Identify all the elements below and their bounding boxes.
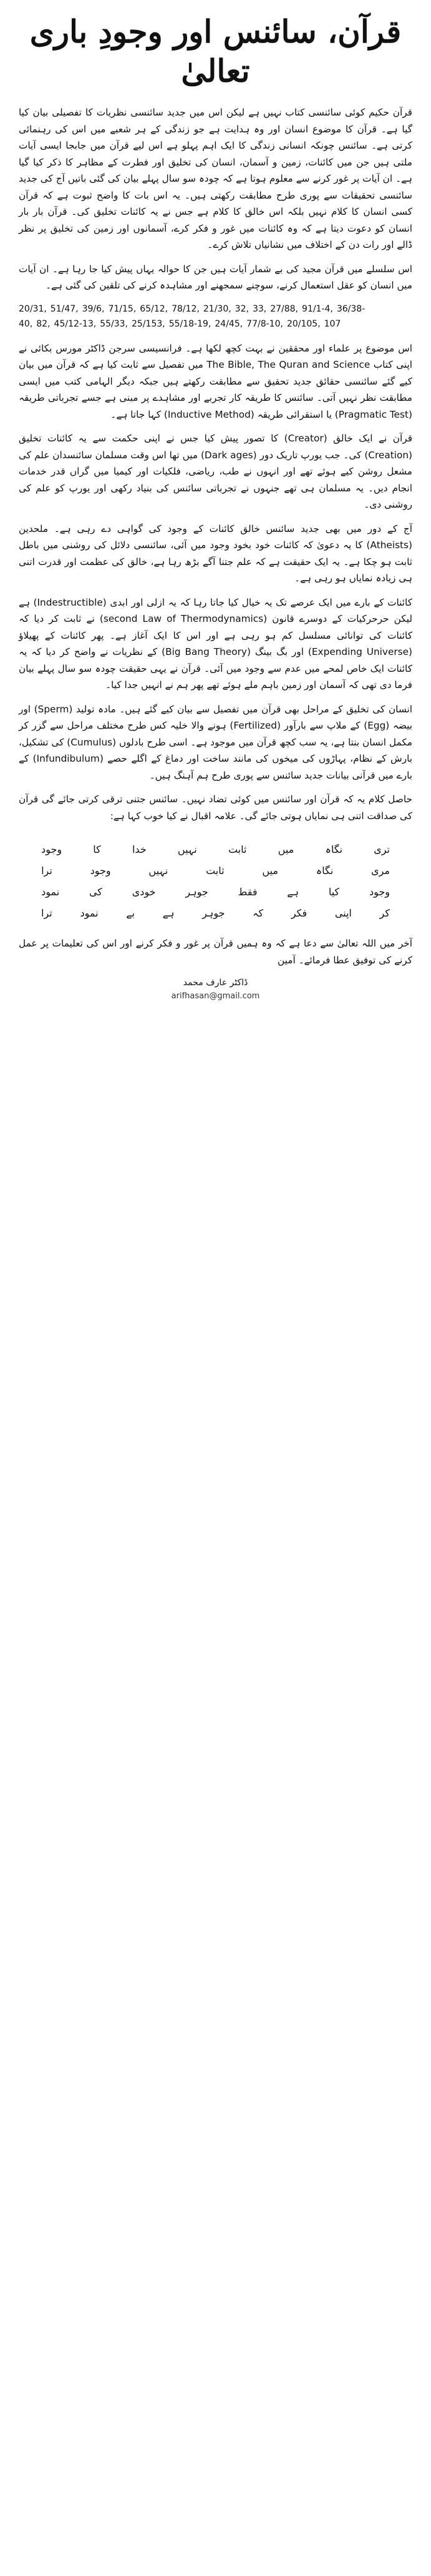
poem-word: ترا	[41, 907, 52, 919]
verse-reference: 82,	[36, 318, 51, 329]
verse-reference: 55/33,	[100, 318, 128, 329]
poem-word: میں	[278, 843, 294, 855]
author-name: ڈاکٹر عارف محمد	[183, 978, 248, 988]
poem-line	[41, 903, 390, 924]
poem-word: وجود	[90, 865, 111, 877]
verse-reference: 51/47,	[50, 303, 79, 314]
poem-word: وجود	[41, 843, 62, 855]
poem-word: وجود	[369, 886, 390, 898]
poem-word: جوہر	[202, 907, 225, 919]
verse-references	[19, 302, 412, 332]
poem-word: خدا	[132, 843, 147, 855]
verse-reference: 20/105,	[286, 318, 321, 329]
paragraph: قرآن نے ایک خالق (Creator) کا تصور پیش کیا جس نے اپنی حکمت سے یہ کائنات تخلیق (Creation) کی۔ جب یورپ تاریک دور (Dark ages) میں تھا اس وقت مسلمان سائنسدان علم کی مشعل روشن کیے ہوئے تھے اور انہوں نے طب، ریاضی، فلکیات اور کیمیا میں گراں قدر خدمات انجام دیں۔ یہ مسلمان ہی تھے جنہوں نے تجرباتی سائنس کی بنیاد رکھی اور یورپ کو علم کی روشنی دی۔	[19, 433, 413, 510]
verse-reference: 32,	[235, 303, 249, 314]
verse-reference: 25/153,	[132, 318, 165, 329]
author-email: arifhasan@gmail.com	[171, 991, 260, 1001]
poem-word: خودی	[132, 886, 156, 898]
verse-reference: 71/15,	[108, 303, 137, 314]
poem-word: فقط	[238, 886, 258, 898]
verse-reference: 24/45,	[215, 318, 243, 329]
poem-line	[41, 882, 390, 903]
poem-word: ترا	[41, 865, 52, 877]
poem-word: اپنی	[334, 907, 352, 919]
poem-word: بے	[126, 907, 135, 919]
verse-reference: 33,	[252, 303, 267, 314]
verse-reference: 21/30,	[203, 303, 231, 314]
verse-reference: 55/18-19,	[168, 318, 211, 329]
verse-reference: 78/12,	[172, 303, 200, 314]
poem-word: ثابت	[228, 843, 247, 855]
poem-word: کہ	[253, 907, 264, 919]
paragraph: اس سلسلے میں قرآن مجید کی بے شمار آیات ہیں جن کا حوالہ یہاں پیش کیا جا رہا ہے۔ ان آیات میں انسان کو عقل استعمال کرنے، سوچنے سمجھنے اور مشاہدہ کرنے کی تلقین کی گئی ہے۔	[19, 263, 412, 291]
paragraph: کائنات کے بارے میں ایک عرصے تک یہ خیال کیا جاتا رہا کہ یہ ازلی اور ابدی (Indestructible) ہے لیکن حرحرکیات کے دوسرے قانون (second Law of Thermodynamics) نے ثابت کر دیا کہ کائنات کی توانائی مسلسل کم ہو رہی ہے اور اس کا ایک آغاز ہے۔ پھر کائنات کے پھیلاؤ (Expending Universe) اور بگ بینگ (Big Bang Theory) کے نظریات نے واضح کر دیا کہ یہ کائنات ایک خاص لمحے میں عدم سے وجود میں آئی۔ قرآن نے یہی حقیقت چودہ سو سال پہلے بیان فرما دی تھی کہ آسمان اور زمین باہم ملے ہوئے تھے پھر ہم نے انہیں جدا کیا۔	[19, 596, 412, 691]
verse-reference: 107	[324, 318, 341, 329]
poem-word: فکر	[291, 907, 308, 919]
poem-word: مری	[371, 865, 390, 877]
paragraph: آج کے دور میں بھی جدید سائنس خالق کائنات کے وجود کی گواہی دے رہی ہے۔ ملحدین (Atheists) کا یہ دعویٰ کہ کائنات خود بخود وجود میں آئی، سائنسی دلائل کی روشنی میں باطل ثابت ہو چکا ہے۔ یہ ایک حقیقت ہے کہ علم جتنا آگے بڑھ رہا ہے، خالق کی عظمت اور قدرت اتنی ہی زیادہ نمایاں ہو رہی ہے۔	[19, 523, 412, 584]
poem-word: تری	[374, 843, 390, 855]
closing-paragraph: آخر میں اللہ تعالیٰ سے دعا ہے کہ وہ ہمیں قرآن پر غور و فکر کرنے اور اس کی تعلیمات پر عمل کرنے کی توفیق عطا فرمائے۔ آمین	[19, 938, 412, 966]
poem-word: کر	[379, 907, 390, 919]
verse-reference: 91/1-4,	[302, 303, 333, 314]
poem-word: نہیں	[148, 865, 168, 877]
verse-reference: 36/38-40,	[19, 303, 366, 329]
poem-word: نہیں	[177, 843, 197, 855]
verse-reference: 45/12-13,	[54, 318, 97, 329]
paragraph: اس موضوع پر علماء اور محققین نے بہت کچھ لکھا ہے۔ فرانسیسی سرجن ڈاکٹر مورس بکائی نے اپنی کتاب The Bible, The Quran and Science میں تفصیل سے ثابت کیا ہے کہ قرآن میں بیان کیے گئے سائنسی حقائق جدید تحقیق سے مطابقت رکھتے ہیں جبکہ دیگر الہامی کتب میں ایسی مطابقت نظر نہیں آتی۔ سائنس کا طریقہ کار تجربے اور مشاہدے پر مبنی ہے جسے تجرباتی طریقہ (Pragmatic Test) یا استقرائی طریقہ (Inductive Method) کہا جاتا ہے۔	[19, 342, 412, 420]
paragraph: قرآن حکیم کوئی سائنسی کتاب نہیں ہے لیکن اس میں جدید سائنسی نظریات کا تفصیلی بیان کیا گیا ہے۔ قرآن کا موضوع انسان اور وہ ہدایت ہے جو زندگی کے ہر شعبے میں اس کی رہنمائی کرتی ہے۔ سائنس چونکہ انسانی زندگی کا ایک اہم پہلو ہے اس لیے قرآن میں جابجا ایسی آیات ملتی ہیں جن میں کائنات، زمین و آسمان، انسان کی تخلیق اور فطرت کے مظاہر کا ذکر کیا گیا ہے۔ ان آیات پر غور کرنے سے معلوم ہوتا ہے کہ چودہ سو سال پہلے بیان کی گئی باتیں آج کی جدید سائنسی تحقیقات سے پوری طرح مطابقت رکھتی ہیں۔ یہ اس بات کا واضح ثبوت ہے کہ قرآن کسی انسان کا کلام نہیں بلکہ اس خالق کا کلام ہے جس نے یہ کائنات تخلیق کی۔ قرآن بار بار انسان کو دعوت دیتا ہے کہ وہ کائنات میں غور و فکر کرے، آسمانوں اور زمین کی تخلیق پر نظر ڈالے اور رات دن کے اختلاف میں نشانیاں تلاش کرے۔	[19, 107, 412, 250]
poem-word: ہے	[287, 886, 299, 898]
paragraph: انسان کی تخلیق کے مراحل بھی قرآن میں تفصیل سے بیان کیے گئے ہیں۔ مادہ تولید (Sperm) اور بیضہ (Egg) کے ملاپ سے بارآور (Fertilized) ہونے والا خلیہ کس طرح مختلف مراحل سے گزر کر مکمل انسان بنتا ہے، یہ سب کچھ قرآن میں موجود ہے۔ اسی طرح بادلوں (Cumulus) کی تشکیل، بارش کے نظام، پہاڑوں کی میخوں کی مانند ساخت اور دماغ کے اگلے حصے (Infundibulum) کے بارے میں قرآنی بیانات جدید سائنس سے پوری طرح ہم آہنگ ہیں۔	[19, 703, 413, 781]
poem-line	[41, 839, 390, 860]
verse-reference: 27/88,	[270, 303, 298, 314]
paragraph: حاصل کلام یہ کہ قرآن اور سائنس میں کوئی تضاد نہیں۔ سائنس جتنی ترقی کرتی جائے گی قرآن کی صداقت اتنی ہی نمایاں ہوتی جائے گی۔ علامہ اقبال نے کیا خوب کہا ہے:	[19, 794, 412, 822]
poem-word: کی	[89, 886, 102, 898]
verse-reference: 65/12,	[140, 303, 168, 314]
poem-line	[41, 860, 390, 882]
poem-word: میں	[262, 865, 278, 877]
poem-word: ہے	[162, 907, 175, 919]
poem-word: نمود	[80, 907, 99, 919]
poem-word: ثابت	[206, 865, 225, 877]
poem-word: نگاہ	[316, 865, 334, 877]
verse-reference: 20/31,	[19, 303, 47, 314]
poem-word: نگاہ	[325, 843, 342, 855]
poem-word: نمود	[41, 886, 60, 898]
poem-word: کیا	[328, 886, 340, 898]
poem	[41, 839, 390, 924]
verse-reference: 39/6,	[82, 303, 105, 314]
poem-word: کا	[93, 843, 101, 855]
signature	[19, 976, 412, 1003]
verse-reference: 77/8-10,	[246, 318, 283, 329]
poem-word: جوہر	[185, 886, 208, 898]
article-title: قرآن، سائنس اور وجودِ باری تعالیٰ	[29, 13, 402, 89]
